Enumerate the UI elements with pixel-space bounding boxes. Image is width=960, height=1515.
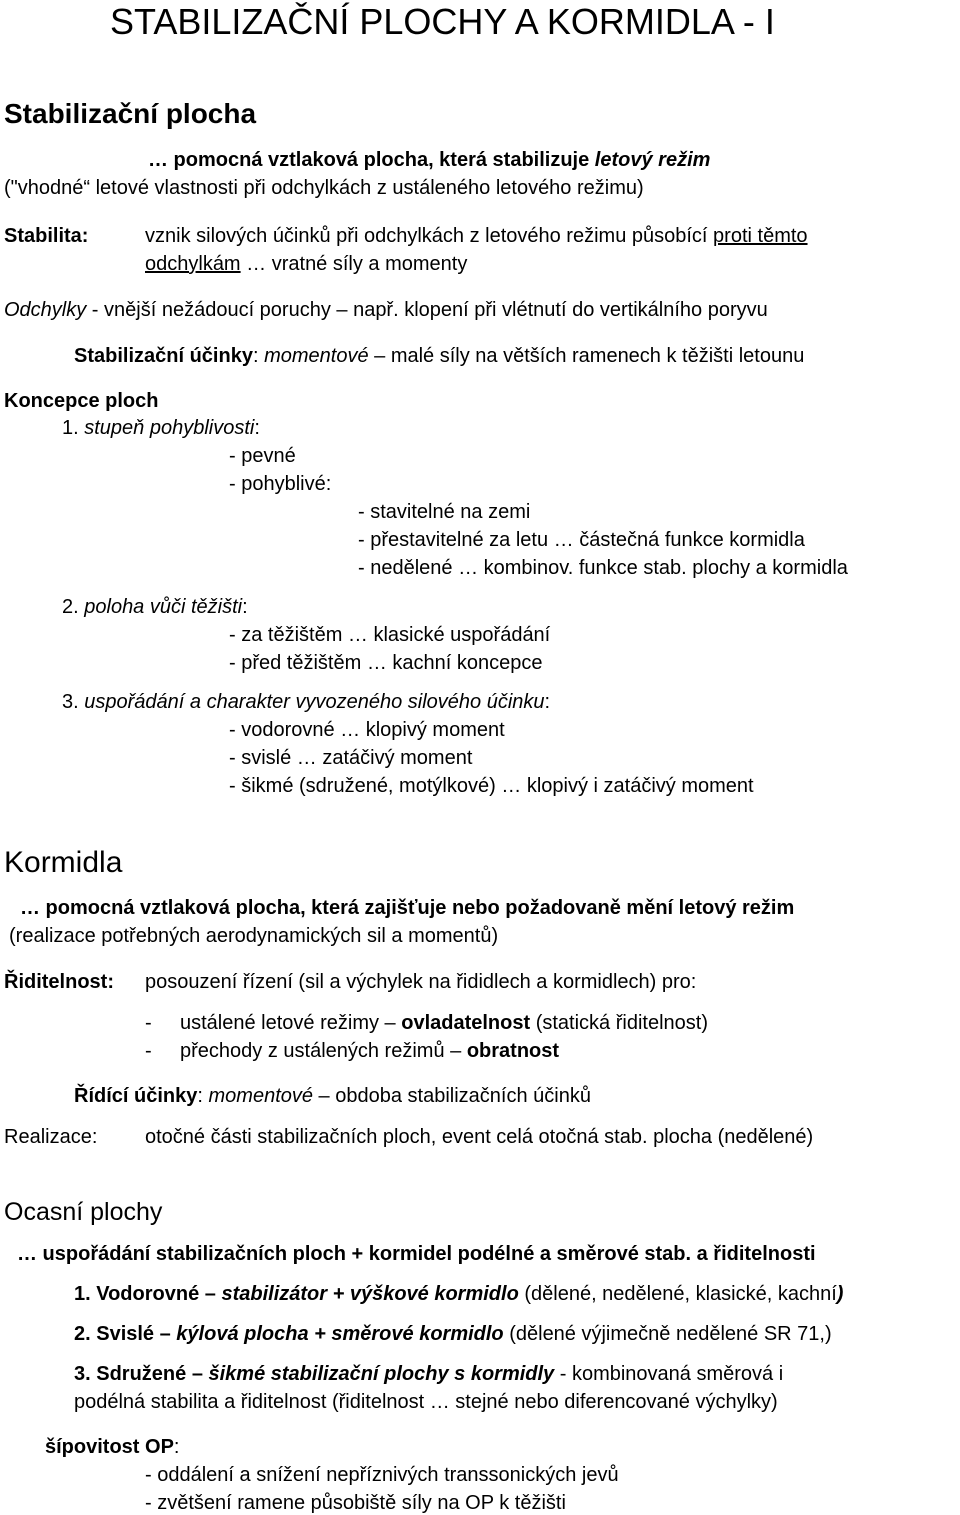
stabilizacni-ucinky-line: Stabilizační účinky: momentové – malé síly na větších ramenech k těžišti letounu	[74, 345, 805, 367]
page-title: STABILIZAČNÍ PLOCHY A KORMIDLA - I	[110, 1, 775, 42]
stabilita-text-line1: vznik silových účinků při odchylkách z letového režimu působící proti těmto	[145, 225, 808, 247]
riditelnost-item-2-dash: -	[145, 1040, 152, 1062]
koncepce-item-1a: - pevné	[229, 445, 296, 467]
ocasni-item-2: 2. Svislé – kýlová plocha + směrové kormidlo (dělené výjimečně nedělené SR 71,)	[74, 1323, 832, 1345]
sipovitost-item-a: - oddálení a snížení nepříznivých transsonických jevů	[145, 1464, 619, 1486]
realizace-label: Realizace:	[4, 1126, 98, 1148]
kormidla-definition-note: (realizace potřebných aerodynamických sil a momentů)	[9, 925, 499, 947]
koncepce-item-1b3: - nedělené … kombinov. funkce stab. plochy a kormidla	[358, 557, 848, 579]
koncepce-item-1: 1. stupeň pohyblivosti:	[62, 417, 260, 439]
ridici-ucinky-line: Řídící účinky: momentové – obdoba stabilizačních účinků	[74, 1085, 591, 1107]
koncepce-item-1b1: - stavitelné na zemi	[358, 501, 531, 523]
koncepce-item-1b2: - přestavitelné za letu … částečná funkce kormidla	[358, 529, 805, 551]
koncepce-item-1b: - pohyblivé:	[229, 473, 332, 495]
ocasni-item-1: 1. Vodorovné – stabilizátor + výškové kormidlo (dělené, nedělené, klasické, kachní)	[74, 1283, 844, 1305]
section-heading-stabilizacni-plocha: Stabilizační plocha	[4, 98, 257, 129]
ocasni-item-3-line2: podélná stabilita a řiditelnost (řiditelnost … stejné nebo diferencované výchylky)	[74, 1391, 778, 1413]
riditelnost-label: Řiditelnost:	[4, 971, 114, 993]
sipovitost-item-b: - zvětšení ramene působiště síly na OP k těžišti	[145, 1492, 566, 1514]
stabilita-text-line2: odchylkám … vratné síly a momenty	[145, 253, 468, 275]
koncepce-item-2b: - před těžištěm … kachní koncepce	[229, 652, 543, 674]
koncepce-item-3b: - svislé … zatáčivý moment	[229, 747, 473, 769]
koncepce-item-2a: - za těžištěm … klasické uspořádání	[229, 624, 551, 646]
realizace-text: otočné části stabilizačních ploch, event celá otočná stab. plocha (nedělené)	[145, 1126, 814, 1148]
stabilita-label: Stabilita:	[4, 225, 89, 247]
stab-plocha-definition-note: ("vhodné“ letové vlastnosti při odchylkách z ustáleného letového režimu)	[4, 177, 644, 199]
riditelnost-text: posouzení řízení (sil a výchylek na řididlech a kormidlech) pro:	[145, 971, 697, 993]
koncepce-item-3a: - vodorovné … klopivý moment	[229, 719, 505, 741]
koncepce-item-3: 3. uspořádání a charakter vyvozeného silového účinku:	[62, 691, 551, 713]
odchylky-line: Odchylky - vnější nežádoucí poruchy – např. klopení při vlétnutí do vertikálního poryvu	[4, 299, 768, 321]
koncepce-item-3c: - šikmé (sdružené, motýlkové) … klopivý i zatáčivý moment	[229, 775, 754, 797]
section-heading-ocasni-plochy: Ocasní plochy	[4, 1198, 163, 1226]
riditelnost-item-2: přechody z ustálených režimů – obratnost	[180, 1040, 560, 1062]
ocasni-definition: … uspořádání stabilizačních ploch + kormidel podélné a směrové stab. a řiditelnosti	[17, 1243, 816, 1265]
section-heading-kormidla: Kormidla	[4, 846, 123, 879]
section-heading-koncepce-ploch: Koncepce ploch	[4, 390, 159, 412]
kormidla-definition: … pomocná vztlaková plocha, která zajišťuje nebo požadovaně mění letový režim	[20, 897, 795, 919]
koncepce-item-2: 2. poloha vůči těžišti:	[62, 596, 248, 618]
sipovitost-label: šípovitost OP:	[45, 1436, 180, 1458]
riditelnost-item-1: ustálené letové režimy – ovladatelnost (statická řiditelnost)	[180, 1012, 708, 1034]
stab-plocha-definition: … pomocná vztlaková plocha, která stabilizuje letový režim	[148, 149, 711, 171]
ocasni-item-3: 3. Sdružené – šikmé stabilizační plochy s kormidly - kombinovaná směrová i	[74, 1363, 784, 1385]
riditelnost-item-1-dash: -	[145, 1012, 152, 1034]
